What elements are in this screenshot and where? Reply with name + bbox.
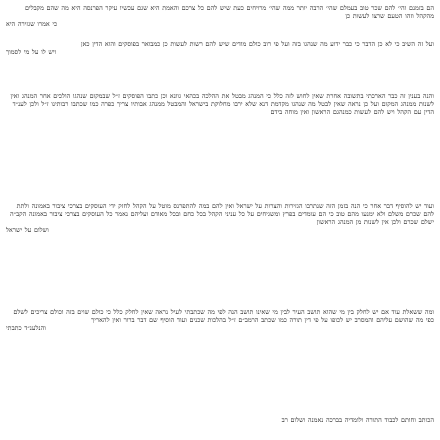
paragraph-6 — [6, 416, 434, 424]
paragraph-4-tail: ושלום על ישראל — [6, 226, 49, 235]
paragraph-1-text: הם בזמנם והי׳ להם שכר טוב בעמלם שהי׳ הרבה יותר ממה שהי׳ מרויחים כעת שיש להם כל צרכם והאמת היא שגם עכשיו עיקר הפרנסה היא מה שהם מקבלים מהקהל וזהו הטעם שרצו לעשות כן — [24, 4, 434, 21]
document-page — [6, 4, 434, 436]
paragraph-5-tail: והנלענ״ד כתבתי — [6, 324, 46, 333]
paragraph-5-text: ומה ששאלת עוד אם יש לחלק בין מי שהוא תושב העיר לבין מי שאינו תושב הנה לפי מה שכתבתי לעיל נראה שאין לחלק כלל כי כולם שוים בזה וכולם צריכים לשלם כפי מה שהושם עליהם והמסרב יש לכופו על פי דין תורה כמו שכתב הרמב״ם ז״ל בהלכות שכנים ועוד הוסיף שם דבר ברור ואין להאריך — [13, 308, 434, 325]
paragraph-2-text: ועל זה השיב כי לא כן הדבר כי כבר ידוע מה שנהגו בזה ועל פי רוב כולם מודים שיש להם רשות לעשות כן כמבואר בפוסקים והוא הדין כאן — [80, 40, 434, 48]
paragraph-5 — [6, 308, 434, 332]
paragraph-3-text: והנה בענין זה כבר הארכתי בתשובה אחרת שאין לחוש לזה כלל כי המנהג מבטל את ההלכה בכהאי גוונא וכן כתבו הפוסקים ז״ל שבמקום שנהגו הולכים אחר המנהג ואין לשנות ממנהג המקום ועל כן נראה שאין לבטל מה שנהגו מקדמת דנא שלא ירבו מחלוקת בישראל והמבטל ממנהג אבותיו צריך כפרה כמו שכתבו רבותינו ז״ל ולכן לענ״ד הדין עם הקהל ויש להם לעשות כמנהגם הראשון ואין מוחה בידם — [10, 92, 434, 117]
paragraph-6-text: הכותב וחותם לכבוד התורה ולומדיה בברכה נאמנה ושלום רב — [281, 416, 434, 424]
paragraph-1-tail: כי אמרו שגזירה היא — [6, 20, 58, 29]
paragraph-3 — [6, 92, 434, 116]
paragraph-1 — [6, 4, 434, 28]
paragraph-2-tail: ויש לו על מי לסמוך — [6, 48, 57, 57]
paragraph-4-text: ועוד יש להוסיף דבר אחר כי הנה בזמן הזה שנתרבו הגזירות והצרות על ישראל ואין להם במה להתפרנס מוטל על הקהל לחזק ידי העוסקים בצרכי ציבור באמונה ולתת להם שכרם משלם ולא ימנעו מהם טוב כי הם עומדים בפרץ ומשגיחים על כל עניני הקהל בכל כחם ובכל מאודם ועליהם נאמר כל העוסקים בצרכי ציבור באמונה הקב״ה ישלם שכרם ולכן אין לשנות מן המנהג הראשון — [10, 202, 434, 227]
paragraph-2 — [6, 40, 434, 56]
paragraph-4 — [6, 202, 434, 234]
